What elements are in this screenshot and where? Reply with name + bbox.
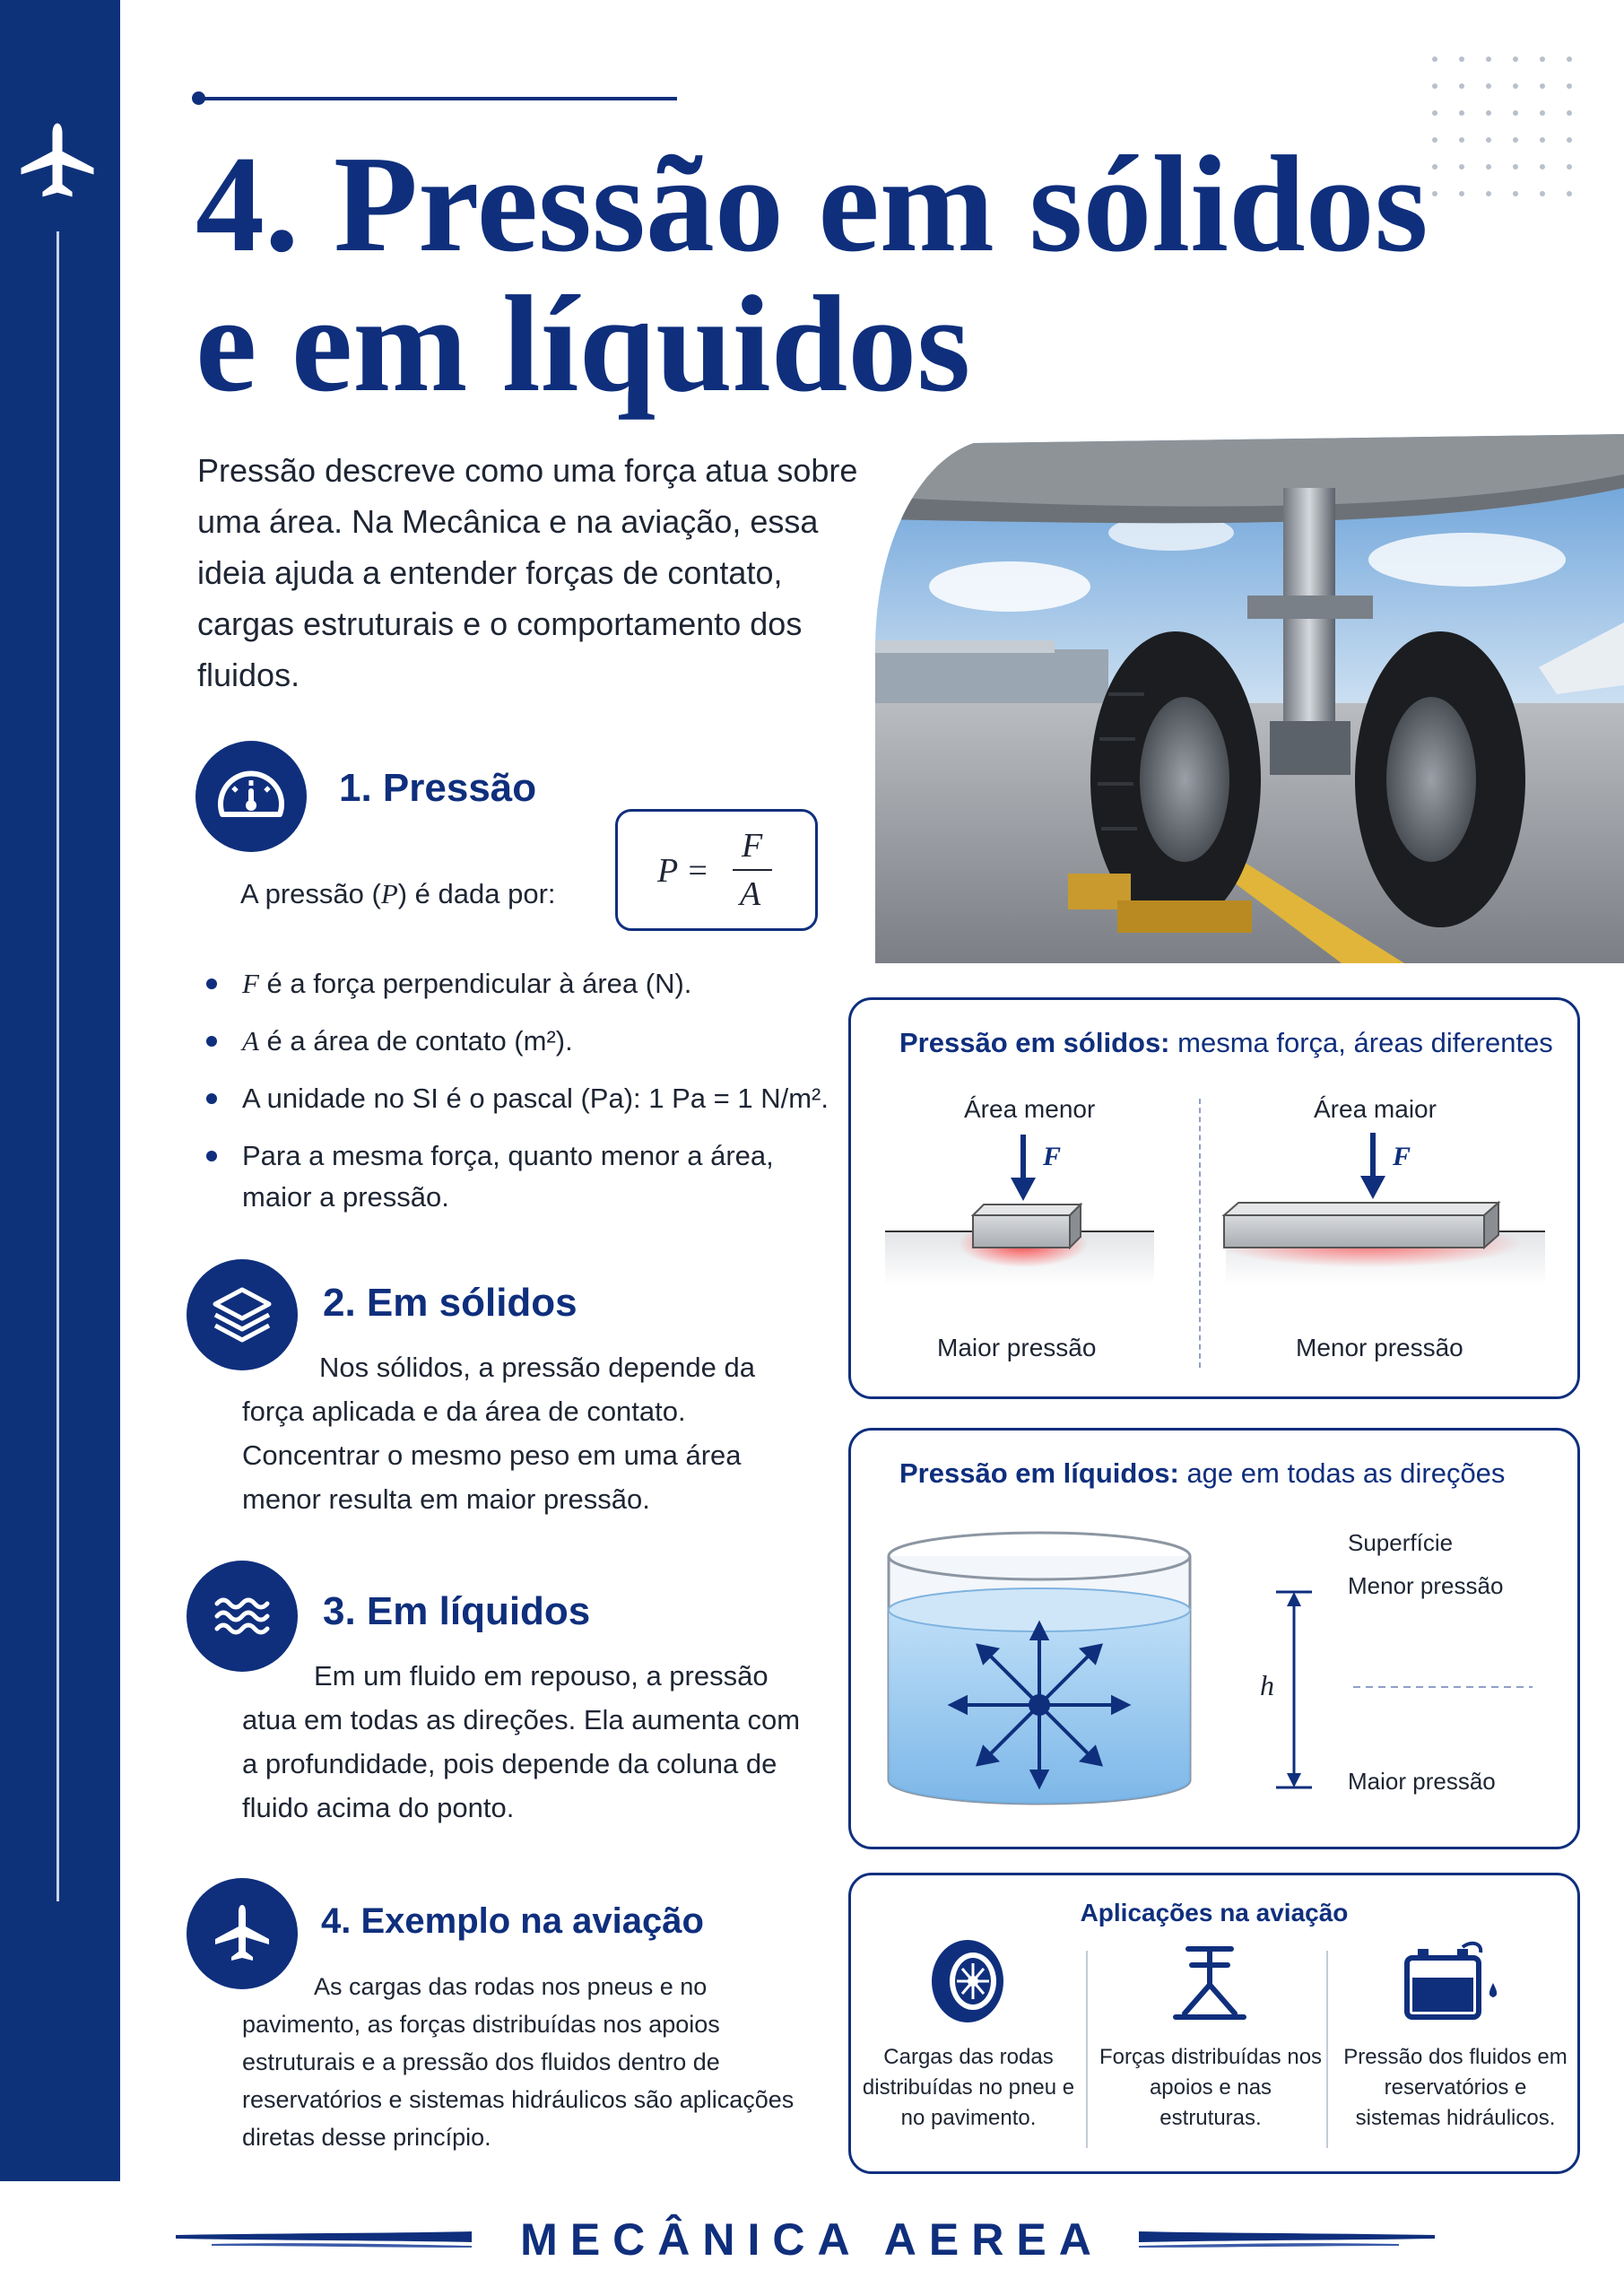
formula-numerator: F	[742, 827, 763, 865]
section-pressao-badge	[195, 741, 307, 852]
bullet-item	[203, 1078, 830, 1119]
intro-text: Pressão descreve como uma força atua sobre uma área. Na Mecânica e na aviação, essa ideia ajuda a entender forças de contato, cargas estruturais e o comportamento dos fluidos.	[197, 452, 858, 693]
surface-label: Superfície	[1348, 1529, 1454, 1556]
bullet-item	[203, 963, 830, 1004]
small-area-label: Área menor	[964, 1095, 1096, 1123]
page-title: 4. Pressão em sólidos e em líquidos	[195, 128, 1429, 421]
bullet-item	[203, 1135, 816, 1218]
application-caption-tires: Cargas das rodas distribuídas no pneu e no pavimento.	[862, 2045, 1075, 2130]
bullet-symbol: A	[242, 1025, 259, 1057]
section-liquidos-title: 3. Em líquidos	[323, 1589, 591, 1633]
structure-support-icon	[1165, 1938, 1255, 2028]
panel-title-rest: mesma força, áreas diferentes	[1169, 1027, 1553, 1058]
panel-aviation-applications	[848, 1873, 1580, 2174]
section-pressao-title: 1. Pressão	[339, 766, 537, 810]
application-caption-structures: Forças distribuídas nos apoios e nas estruturas.	[1099, 2045, 1323, 2130]
bullet-item	[203, 1021, 830, 1062]
formula-fraction-bar	[733, 869, 772, 871]
lead-part: ) é dada por:	[397, 878, 556, 909]
formula-denominator: A	[740, 875, 761, 913]
pressure-formula-box	[615, 809, 818, 931]
sidebar-line	[56, 231, 59, 1901]
pressure-definition-lead	[240, 872, 556, 916]
footer-brand: MECÂNICA AEREA	[520, 2214, 1104, 2265]
section-aviacao-title: 4. Exemplo na aviação	[321, 1901, 704, 1941]
high-pressure-caption: Maior pressão	[937, 1334, 1097, 1361]
solid-pressure-diagram	[851, 1126, 1577, 1287]
panel-title-rest: age em todas as direções	[1178, 1457, 1506, 1489]
lead-symbol: P	[380, 878, 398, 909]
tire-icon	[923, 1936, 1012, 2026]
application-caption-fluids: Pressão dos fluidos em reservatórios e sistemas hidráulicos.	[1343, 2045, 1568, 2130]
header-rule	[197, 97, 677, 100]
applications-title: Aplicações na aviação	[1080, 1899, 1349, 1926]
gauge-icon	[195, 741, 307, 852]
force-symbol-right: F	[1393, 1142, 1411, 1171]
depth-symbol: h	[1260, 1669, 1274, 1701]
panel-solid-title	[899, 1027, 1553, 1059]
bullet-text: A unidade no SI é o pascal (Pa): 1 Pa = 1 N/m².	[242, 1083, 829, 1114]
low-pressure-label: Menor pressão	[1348, 1572, 1504, 1599]
bullet-text: é a área de contato (m²).	[258, 1025, 573, 1057]
footer-swoosh-right	[1139, 2228, 1435, 2249]
panel-title-bold: Pressão em líquidos:	[899, 1457, 1179, 1489]
landing-gear-photo	[875, 434, 1624, 963]
bullet-symbol: F	[242, 968, 259, 999]
formula-lhs: P =	[657, 852, 709, 890]
panel-liquid-pressure	[848, 1428, 1580, 1849]
section-solidos-text: Nos sólidos, a pressão depende da força aplicada e da área de contato. Concentrar o mesmo peso em uma área menor resulta em maior pressão.	[242, 1352, 755, 1515]
applications-divider	[1086, 1951, 1088, 2148]
sidebar-band	[0, 0, 120, 2181]
section-solidos-title: 2. Em sólidos	[323, 1281, 578, 1325]
force-symbol-left: F	[1043, 1142, 1062, 1171]
panel-solid-pressure	[848, 997, 1580, 1399]
bullet-text: é a força perpendicular à área (N).	[258, 968, 692, 999]
section-liquidos-text: Em um fluido em repouso, a pressão atua em todas as direções. Ela aumenta com a profundidade, pois depende da coluna de fluido acima do ponto.	[242, 1660, 801, 1823]
applications-divider	[1326, 1951, 1328, 2148]
liquid-container-diagram	[878, 1520, 1201, 1825]
high-pressure-label: Maior pressão	[1348, 1768, 1496, 1795]
panel-liquid-title	[899, 1457, 1505, 1490]
bullet-text: Para a mesma força, quanto menor a área, maior a pressão.	[242, 1140, 774, 1213]
lead-part: A pressão (	[240, 878, 381, 909]
section-aviacao-text: As cargas das rodas nos pneus e no pavimento, as forças distribuídas nos apoios estruturais e a pressão dos fluidos dentro de reservatórios e sistemas hidráulicos são aplicações diretas desse princípio.	[242, 1973, 795, 2151]
pressure-bullet-list	[203, 963, 830, 1234]
low-pressure-caption: Menor pressão	[1296, 1334, 1463, 1361]
fluid-reservoir-icon	[1398, 1938, 1506, 2028]
panel-title-bold: Pressão em sólidos:	[899, 1027, 1170, 1058]
airplane-icon	[16, 118, 99, 201]
large-area-label: Área maior	[1314, 1095, 1437, 1123]
header-rule-dot	[192, 91, 205, 105]
